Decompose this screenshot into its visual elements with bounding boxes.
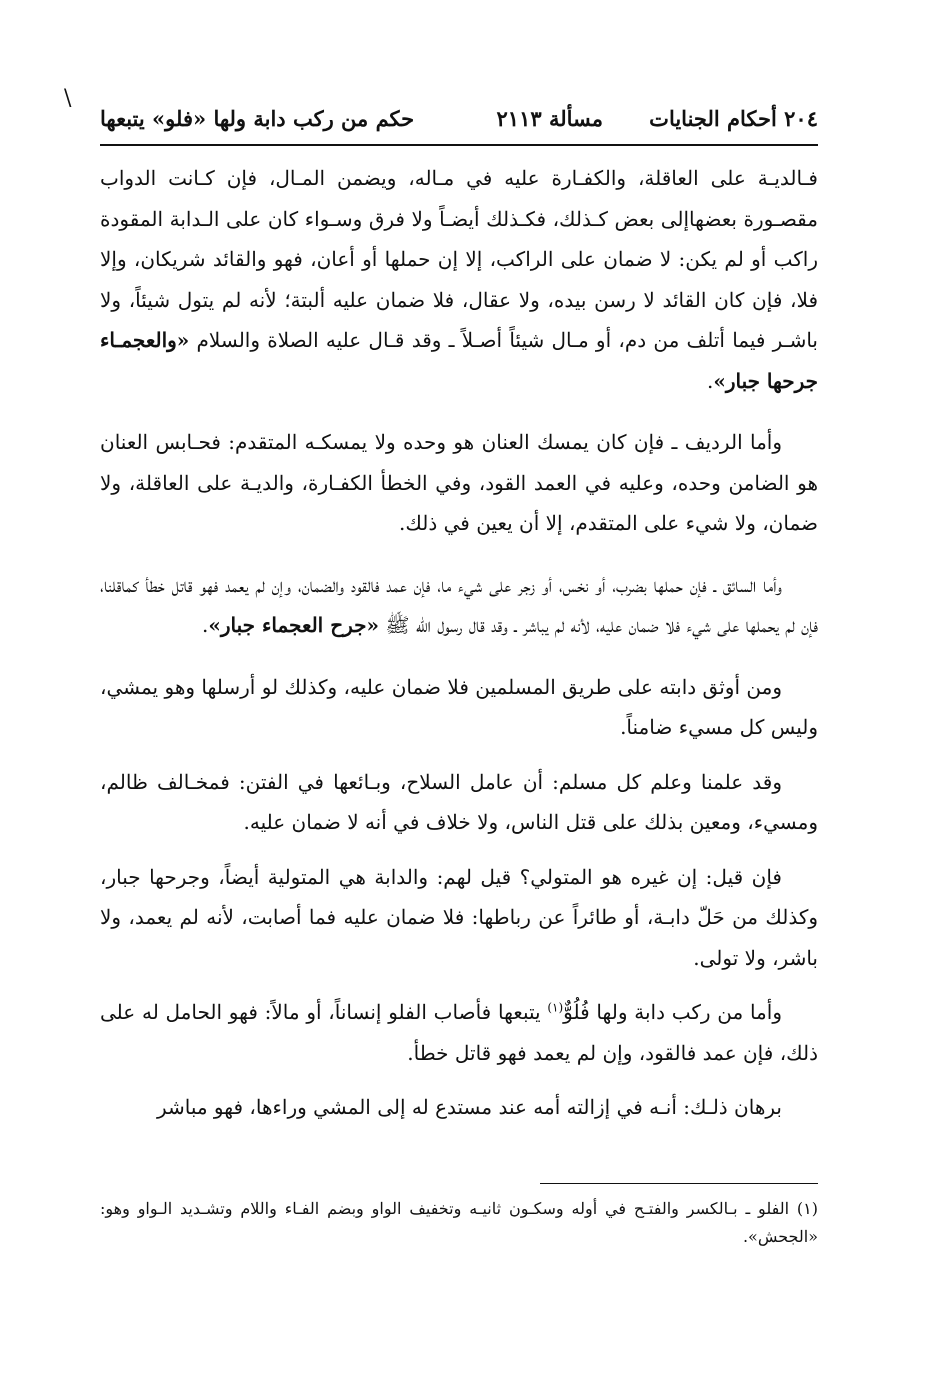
- section-title: حكم من ركب دابة ولها «فلو» يتبعها: [100, 106, 415, 131]
- paragraph-8: برهان ذلـك: أنـه في إزالته أمه عند مستدع له إلى المشي وراءها، فهو مباشر: [156, 1095, 782, 1119]
- paragraph-1-text: فـالديـة على العاقلة، والكفـارة عليه في مـاله، ويضمن المـال، فإن كـانت الدواب مقصـورة بعضهاإلى بعض كـذلك، فكـذلك أيضـاً ولا فرق وسـواء كان على الـدابة المقودة راكب أو لم يكن: لا ضمان على الراكب، إلا إن حملها أو أعان، فهو والقائد شريكان، وإلا فلا، فإن كان القائد لا رسن بيده، ولا عقال، فلا ضمان عليه ألبتة؛ لأنه لم يتول شيئاً، ولا باشـر فيما أتلف من دم، أو مـال شيئاً أصـلاً ـ وقد قـال عليه الصلاة والسلام: [100, 166, 818, 352]
- footnote-1: (١) الفلو ـ بـالكسر والفتـح في أوله وسكـون ثانيـه وتخفيف الواو وبضم الفـاء واللام وتشـديد الـواو وهو: «الجحش».: [100, 1199, 818, 1246]
- hadith-quote-1: «والعجمـاء جرحها جبار»: [100, 328, 818, 393]
- footnote-divider: [540, 1183, 818, 1184]
- paragraph-2: وأما الرديف ـ فإن كان يمسك العنان هو وحده ولا يمسكـه المتقدم: فحـابس العنان هو الضامن وحده، وعليه في العمد القود، وفي الخطأ الكفـارة، والديـة على العاقلة، ولا ضمان، ولا شيء على المتقدم، إلا أن يعين في ذلك.: [100, 430, 818, 535]
- paragraph-6: فإن قيل: إن غيره هو المتولي؟ قيل لهم: والدابة هي المتولية أيضاً، وجرحها جبار، وكذلك من حَلّ دابـة، أو طائراً عن رباطها: فلا ضمان عليه فما أصابت، لأنه لم يعمد، ولا باشر، ولا تولى.: [100, 864, 818, 970]
- running-header: [100, 96, 818, 146]
- paragraph-5: وقد علمنا وعلم كل مسلم: أن عامل السلاح، وبـائعها في الفتن: فمخـالف ظالم، ومسيء، ومعين بذلك على قتل الناس، ولا خلاف في أنه لا ضمان عليه.: [100, 769, 818, 834]
- footnotes: [100, 1195, 818, 1251]
- hadith-quote-2: «جرح العجماء جبار»: [208, 613, 380, 637]
- footnote-reference: (١): [547, 1000, 564, 1015]
- paragraph-3-text: وأما السائق ـ فإن حملها بضرب، أو نخس، أو زجر على شيء ما، فإن عمد فالقود والضمان، وإن لم يعمد فهو قاتل خطأ كماقلنا، فإن لم يحملها على شيء فلا ضمان عليه، لأنه لم يباشر ـ وقد قال رسول الله ﷺ: [100, 572, 818, 637]
- paragraph-1-end: .: [706, 368, 714, 393]
- paragraph-3-end: .: [202, 613, 209, 637]
- main-text: [100, 158, 818, 1142]
- paragraph-3: [100, 565, 818, 646]
- paragraph-1: [100, 158, 818, 401]
- issue-number: مسألة ٢١١٣: [496, 106, 603, 131]
- paragraph-4: ومن أوثق دابته على طريق المسلمين فلا ضمان عليه، وكذلك لو أرسلها وهو يمشي، وليس كل مسيء ضامناً.: [100, 674, 818, 739]
- margin-mark: \: [64, 86, 72, 111]
- paragraph-7-text: وأما من ركب دابة ولها فُلُوٌّ: [563, 1000, 782, 1024]
- paragraph-7-text-cont: يتبعها فأصاب الفلو إنساناً، أو مالاً: فهو الحامل له على ذلك، فإن عمد فالقود، وإن لم يعمد فهو قاتل خطأ.: [100, 1000, 818, 1065]
- paragraph-7: [100, 992, 818, 1073]
- page-number-and-book-title: ٢٠٤ أحكام الجنايات: [649, 106, 818, 131]
